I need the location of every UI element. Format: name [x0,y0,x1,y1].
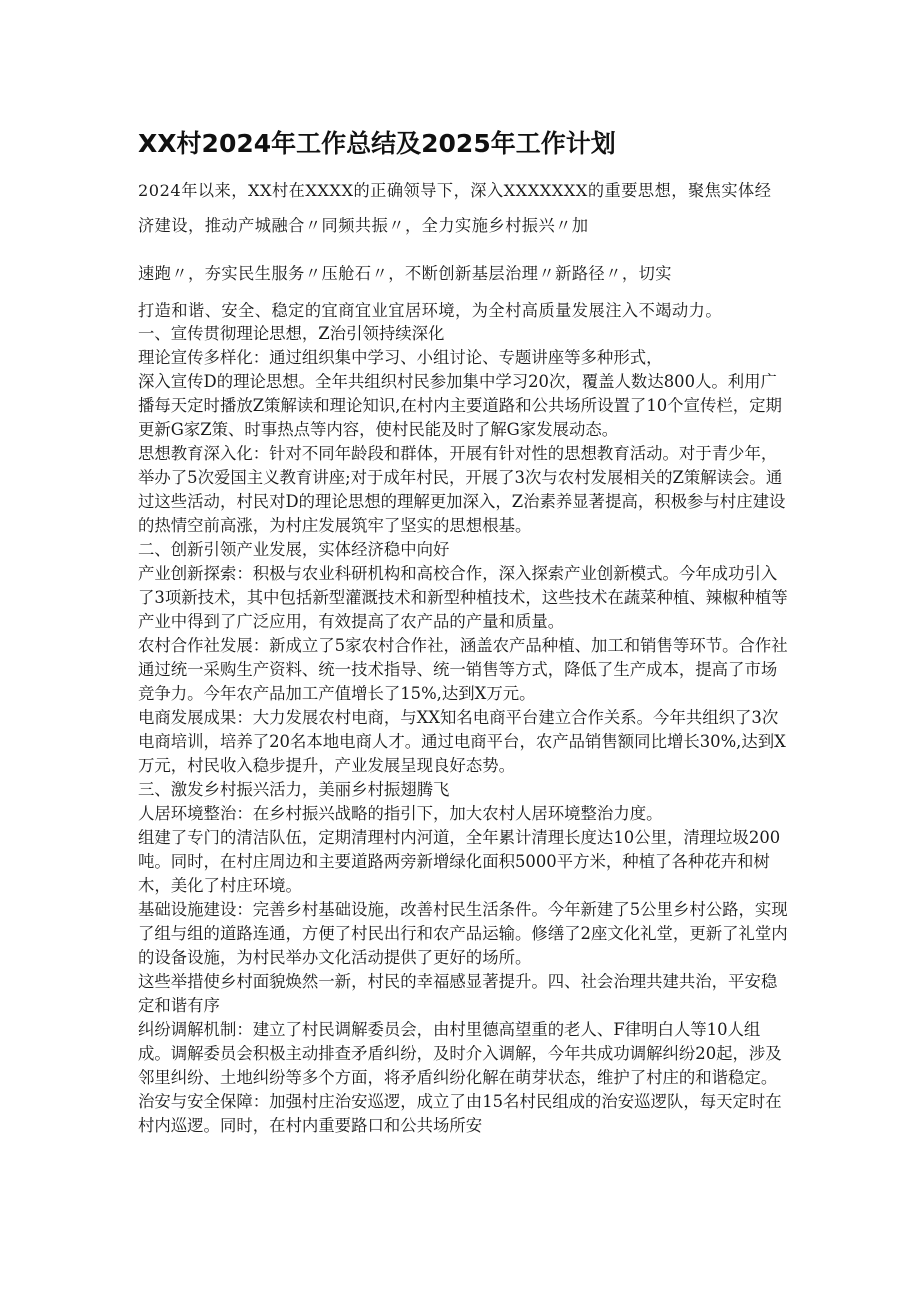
paragraph: 纠纷调解机制：建立了村民调解委员会，由村里德高望重的老人、F律明白人等10人组成。调解委员会积极主动排查矛盾纠纷，及时介入调解，今年共成功调解纠纷20起，涉及邻里纠纷、土地纠纷等多个方面，将矛盾纠纷化解在萌芽状态，维护了村庄的和谐稳定。治安与安全保障：加强村庄治安巡逻，成立了由15名村民组成的治安巡逻队，每天定时在村内巡逻。同时，在村内重要路口和公共场所安 [138,1020,782,1135]
paragraph: 深入宣传D的理论思想。全年共组织村民参加集中学习20次，覆盖人数达800人。利用广播每天定时播放Z策解读和理论知识,在村内主要道路和公共场所设置了10个宣传栏，定期更新G家Z策、时事热点等内容，使村民能及时了解G家发展动态。 [138,372,782,439]
intro-line: 速跑〃，夯实民生服务〃压舱石〃，不断创新基层治理〃新路径〃，切实 [138,264,672,283]
section-heading: 三、激发乡村振兴活力，美丽乡村振翅腾飞 [138,780,450,799]
document-body [138,322,793,1138]
section-heading: 一、宣传贯彻理论思想，Z治引领持续深化 [138,324,445,343]
paragraph: 理论宣传多样化：通过组织集中学习、小组讨论、专题讲座等多种形式， [138,348,663,367]
paragraph: 人居环境整治：在乡村振兴战略的指引下，加大农村人居环境整治力度。 [138,804,663,823]
paragraph: 电商发展成果：大力发展农村电商，与XX知名电商平台建立合作关系。今年共组织了3次电商培训，培养了20名本地电商人才。通过电商平台，农产品销售额同比增长30%,达到X万元，村民收入稳步提升，产业发展呈现良好态势。 [138,708,786,775]
section-heading: 二、创新引领产业发展，实体经济稳中向好 [138,540,450,559]
intro-line: 打造和谐、安全、稳定的宜商宜业宜居环境，为全村高质量发展注入不竭动力。 [138,301,723,320]
paragraph: 农村合作社发展：新成立了5家农村合作社，涵盖农产品种植、加工和销售等环节。合作社通过统一采购生产资料、统一技术指导、统一销售等方式，降低了生产成本，提高了市场竞争力。今年农产品加工产值增长了15%,达到X万元。 [138,636,788,703]
intro-line: 济建设，推动产城融合〃同频共振〃，全力实施乡村振兴〃加 [138,216,589,235]
paragraph: 产业创新探索：积极与农业科研机构和高校合作，深入探索产业创新模式。今年成功引入了3项新技术，其中包括新型灌溉技术和新型种植技术，这些技术在蔬菜种植、辣椒种植等产业中得到了广泛应用，有效提高了农产品的产量和质量。 [138,564,788,631]
paragraph: 基础设施建设：完善乡村基础设施，改善村民生活条件。今年新建了5公里乡村公路，实现了组与组的道路连通，方便了村民出行和农产品运输。修缮了2座文化礼堂，更新了礼堂内的设备设施，为村民举办文化活动提供了更好的场所。 [138,900,788,967]
paragraph: 这些举措使乡村面貌焕然一新，村民的幸福感显著提升。四、社会治理共建共治，平安稳定和谐有序 [138,972,778,1015]
paragraph: 组建了专门的清洁队伍，定期清理村内河道，全年累计清理长度达10公里，清理垃圾200吨。同时，在村庄周边和主要道路两旁新增绿化面积5000平方米，种植了各种花卉和树木，美化了村庄环境。 [138,828,781,895]
paragraph: 思想教育深入化：针对不同年龄段和群体，开展有针对性的思想教育活动。对于青少年，举办了5次爱国主义教育讲座;对于成年村民，开展了3次与农村发展相关的Z策解读会。通过这些活动，村民对D的理论思想的理解更加深入，Z治素养显著提高，积极参与村庄建设的热情空前高涨，为村庄发展筑牢了坚实的思想根基。 [138,444,786,535]
document-title: XX村2024年工作总结及2025年工作计划 [138,129,616,158]
intro-line: 2024年以来，XX村在XXXX的正确领导下，深入XXXXXXX的重要思想，聚焦实体经 [138,181,772,200]
